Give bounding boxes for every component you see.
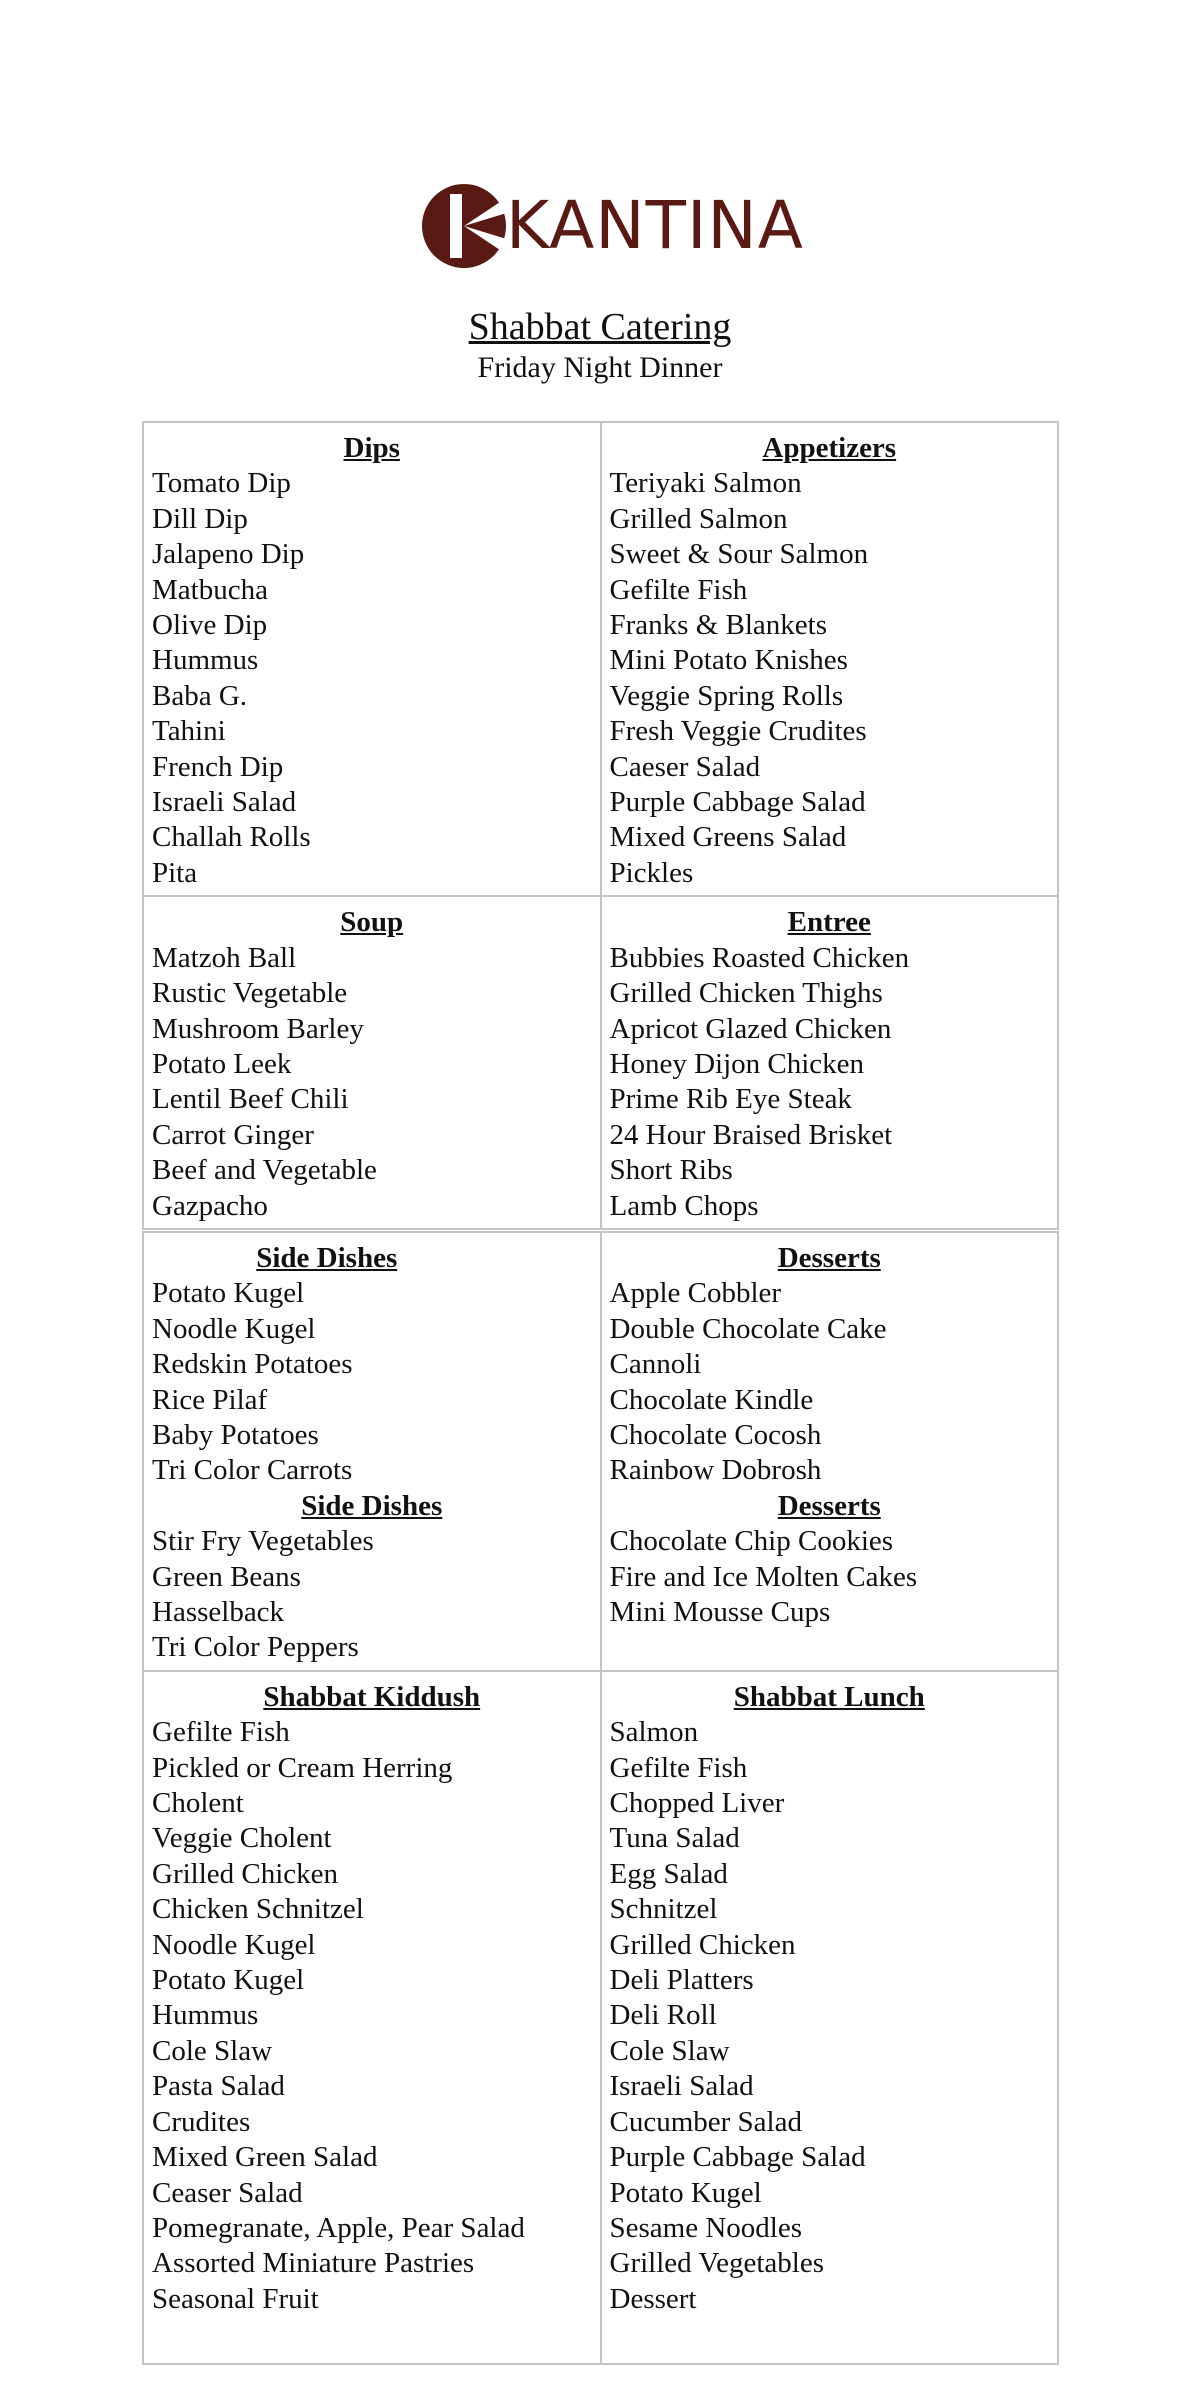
menu-item: Cole Slaw xyxy=(609,2034,730,2067)
menu-item: Rainbow Dobrosh xyxy=(609,1454,822,1487)
menu-item: Pasta Salad xyxy=(152,2070,285,2103)
menu-item: Tahini xyxy=(152,715,226,748)
logo-text: KANTINA xyxy=(506,187,804,264)
menu-item: Stir Fry Vegetables xyxy=(152,1525,374,1558)
menu-item: Assorted Miniature Pastries xyxy=(152,2247,475,2280)
menu-item: Caeser Salad xyxy=(609,750,761,783)
menu-item: Potato Kugel xyxy=(609,2176,762,2209)
menu-item: Bubbies Roasted Chicken xyxy=(609,941,910,974)
menu-item: Egg Salad xyxy=(609,1857,728,1890)
menu-item: Sesame Noodles xyxy=(609,2211,802,2244)
menu-item: Pita xyxy=(152,856,198,889)
menu-item: Mini Potato Knishes xyxy=(609,644,848,677)
section-heading: Desserts xyxy=(777,1241,881,1274)
menu-item: Veggie Spring Rolls xyxy=(609,679,844,712)
menu-item: Grilled Chicken xyxy=(152,1857,339,1890)
menu-item: Matzoh Ball xyxy=(152,941,297,974)
menu-item: Chocolate Kindle xyxy=(609,1383,814,1416)
menu-item: Franks & Blankets xyxy=(609,609,827,642)
section-heading: Dips xyxy=(343,432,400,464)
section-appetizers xyxy=(601,422,1059,896)
menu-item: Mixed Greens Salad xyxy=(609,821,847,854)
menu-item: Gefilte Fish xyxy=(609,573,748,606)
menu-item: Honey Dijon Chicken xyxy=(609,1047,865,1080)
section-heading: Side Dishes xyxy=(301,1489,443,1522)
menu-item: Noodle Kugel xyxy=(152,1928,316,1961)
item-list xyxy=(610,941,1050,1224)
menu-item: Rice Pilaf xyxy=(152,1383,268,1416)
section-heading: Shabbat Kiddush xyxy=(263,1680,481,1713)
item-list xyxy=(152,1715,592,2317)
menu-item: Salmon xyxy=(609,1716,699,1749)
section-heading: Side Dishes xyxy=(256,1241,398,1274)
menu-item: Potato Kugel xyxy=(152,1277,305,1310)
menu-item: Gazpacho xyxy=(152,1189,268,1222)
menu-item: Prime Rib Eye Steak xyxy=(609,1083,852,1116)
menu-item: Deli Roll xyxy=(609,1999,717,2032)
section-shabbat-kiddush xyxy=(143,1671,601,2364)
menu-item: Cucumber Salad xyxy=(609,2105,802,2138)
menu-item: Short Ribs xyxy=(609,1154,733,1187)
menu-item: Jalapeno Dip xyxy=(152,538,305,571)
menu-item: Pomegranate, Apple, Pear Salad xyxy=(152,2211,525,2244)
menu-item: Crudites xyxy=(152,2105,251,2138)
menu-item: Chicken Schnitzel xyxy=(152,1893,364,1926)
menu-item: Mini Mousse Cups xyxy=(609,1596,831,1628)
menu-item: Noodle Kugel xyxy=(152,1312,316,1345)
menu-item: Grilled Vegetables xyxy=(609,2247,824,2280)
section-heading: Shabbat Lunch xyxy=(733,1680,925,1713)
page-subtitle: Friday Night Dinner xyxy=(477,351,723,384)
section-desserts xyxy=(601,1230,1059,1670)
menu-item: Schnitzel xyxy=(609,1893,718,1926)
menu-item: Fresh Veggie Crudites xyxy=(609,715,867,748)
menu-item: Lamb Chops xyxy=(609,1189,759,1222)
menu-item: Redskin Potatoes xyxy=(152,1348,353,1381)
menu-item: Olive Dip xyxy=(152,609,268,642)
menu-item: Tuna Salad xyxy=(609,1822,740,1855)
menu-item: Tomato Dip xyxy=(152,467,291,500)
menu-item: Grilled Chicken xyxy=(609,1928,796,1961)
menu-item: Gefilte Fish xyxy=(609,1751,748,1784)
menu-item: Matbucha xyxy=(152,573,268,606)
menu-item: Cholent xyxy=(152,1787,244,1820)
menu-item: Potato Leek xyxy=(152,1047,292,1080)
menu-item: Tri Color Carrots xyxy=(152,1454,353,1487)
item-list xyxy=(610,1276,1050,1488)
menu-item: 24 Hour Braised Brisket xyxy=(609,1118,893,1151)
item-list xyxy=(610,1524,1050,1630)
menu-item: Sweet & Sour Salmon xyxy=(609,538,869,571)
menu-item: Fire and Ice Molten Cakes xyxy=(609,1560,918,1593)
section-shabbat-lunch xyxy=(601,1671,1059,2364)
menu-item: Dill Dip xyxy=(152,502,248,535)
menu-item: Beef and Vegetable xyxy=(152,1154,377,1187)
item-list xyxy=(152,466,592,891)
menu-item: Grilled Chicken Thighs xyxy=(609,977,883,1010)
menu-table xyxy=(142,421,1059,2365)
menu-item: Hummus xyxy=(152,644,259,677)
section-heading: Appetizers xyxy=(762,432,897,464)
menu-item: Pickles xyxy=(609,856,694,889)
menu-item: Cole Slaw xyxy=(152,2034,273,2067)
menu-item: Rustic Vegetable xyxy=(152,977,348,1010)
menu-item: Chocolate Chip Cookies xyxy=(609,1525,894,1558)
menu-item: Dessert xyxy=(609,2282,697,2315)
item-list xyxy=(610,466,1050,891)
menu-item: Deli Platters xyxy=(609,1964,754,1997)
menu-item: Potato Kugel xyxy=(152,1964,305,1997)
section-side-dishes xyxy=(143,1230,601,1670)
kantina-logo xyxy=(420,178,804,274)
menu-item: Seasonal Fruit xyxy=(152,2282,319,2315)
menu-item: Green Beans xyxy=(152,1560,301,1593)
section-soup xyxy=(143,896,601,1230)
menu-item: Mushroom Barley xyxy=(152,1012,364,1045)
menu-item: Chocolate Cocosh xyxy=(609,1418,822,1451)
section-dips xyxy=(143,422,601,896)
item-list xyxy=(610,1715,1050,2317)
menu-item: Baba G. xyxy=(152,679,248,712)
menu-item: Apple Cobbler xyxy=(609,1277,782,1310)
menu-item: Tri Color Peppers xyxy=(152,1631,359,1664)
menu-item: Hummus xyxy=(152,1999,259,2032)
section-heading: Soup xyxy=(340,906,404,939)
menu-item: Purple Cabbage Salad xyxy=(609,2141,866,2174)
menu-item: Israeli Salad xyxy=(609,2070,754,2103)
menu-item: Hasselback xyxy=(152,1596,285,1628)
menu-item: Lentil Beef Chili xyxy=(152,1083,349,1116)
menu-item: Chopped Liver xyxy=(609,1787,785,1820)
menu-item: Purple Cabbage Salad xyxy=(609,786,866,819)
menu-item: Veggie Cholent xyxy=(152,1822,332,1855)
menu-item: Carrot Ginger xyxy=(152,1118,314,1151)
menu-item: Challah Rolls xyxy=(152,821,311,854)
menu-item: Pickled or Cream Herring xyxy=(152,1751,453,1784)
menu-item: Mixed Green Salad xyxy=(152,2141,378,2174)
menu-item: Grilled Salmon xyxy=(609,502,788,535)
menu-item: Ceaser Salad xyxy=(152,2176,303,2209)
item-list xyxy=(152,1276,592,1488)
menu-item: Baby Potatoes xyxy=(152,1418,319,1451)
item-list xyxy=(152,941,592,1224)
menu-item: Cannoli xyxy=(609,1348,702,1381)
item-list xyxy=(152,1524,592,1666)
menu-item: Teriyaki Salmon xyxy=(609,467,802,500)
menu-item: Israeli Salad xyxy=(152,786,297,819)
menu-item: Double Chocolate Cake xyxy=(609,1312,887,1345)
menu-item: Gefilte Fish xyxy=(152,1716,290,1749)
menu-item: French Dip xyxy=(152,750,284,783)
menu-item: Apricot Glazed Chicken xyxy=(609,1012,892,1045)
section-heading: Entree xyxy=(787,906,871,939)
section-heading: Desserts xyxy=(777,1489,881,1522)
page-title: Shabbat Catering xyxy=(468,306,732,348)
section-entree xyxy=(601,896,1059,1230)
